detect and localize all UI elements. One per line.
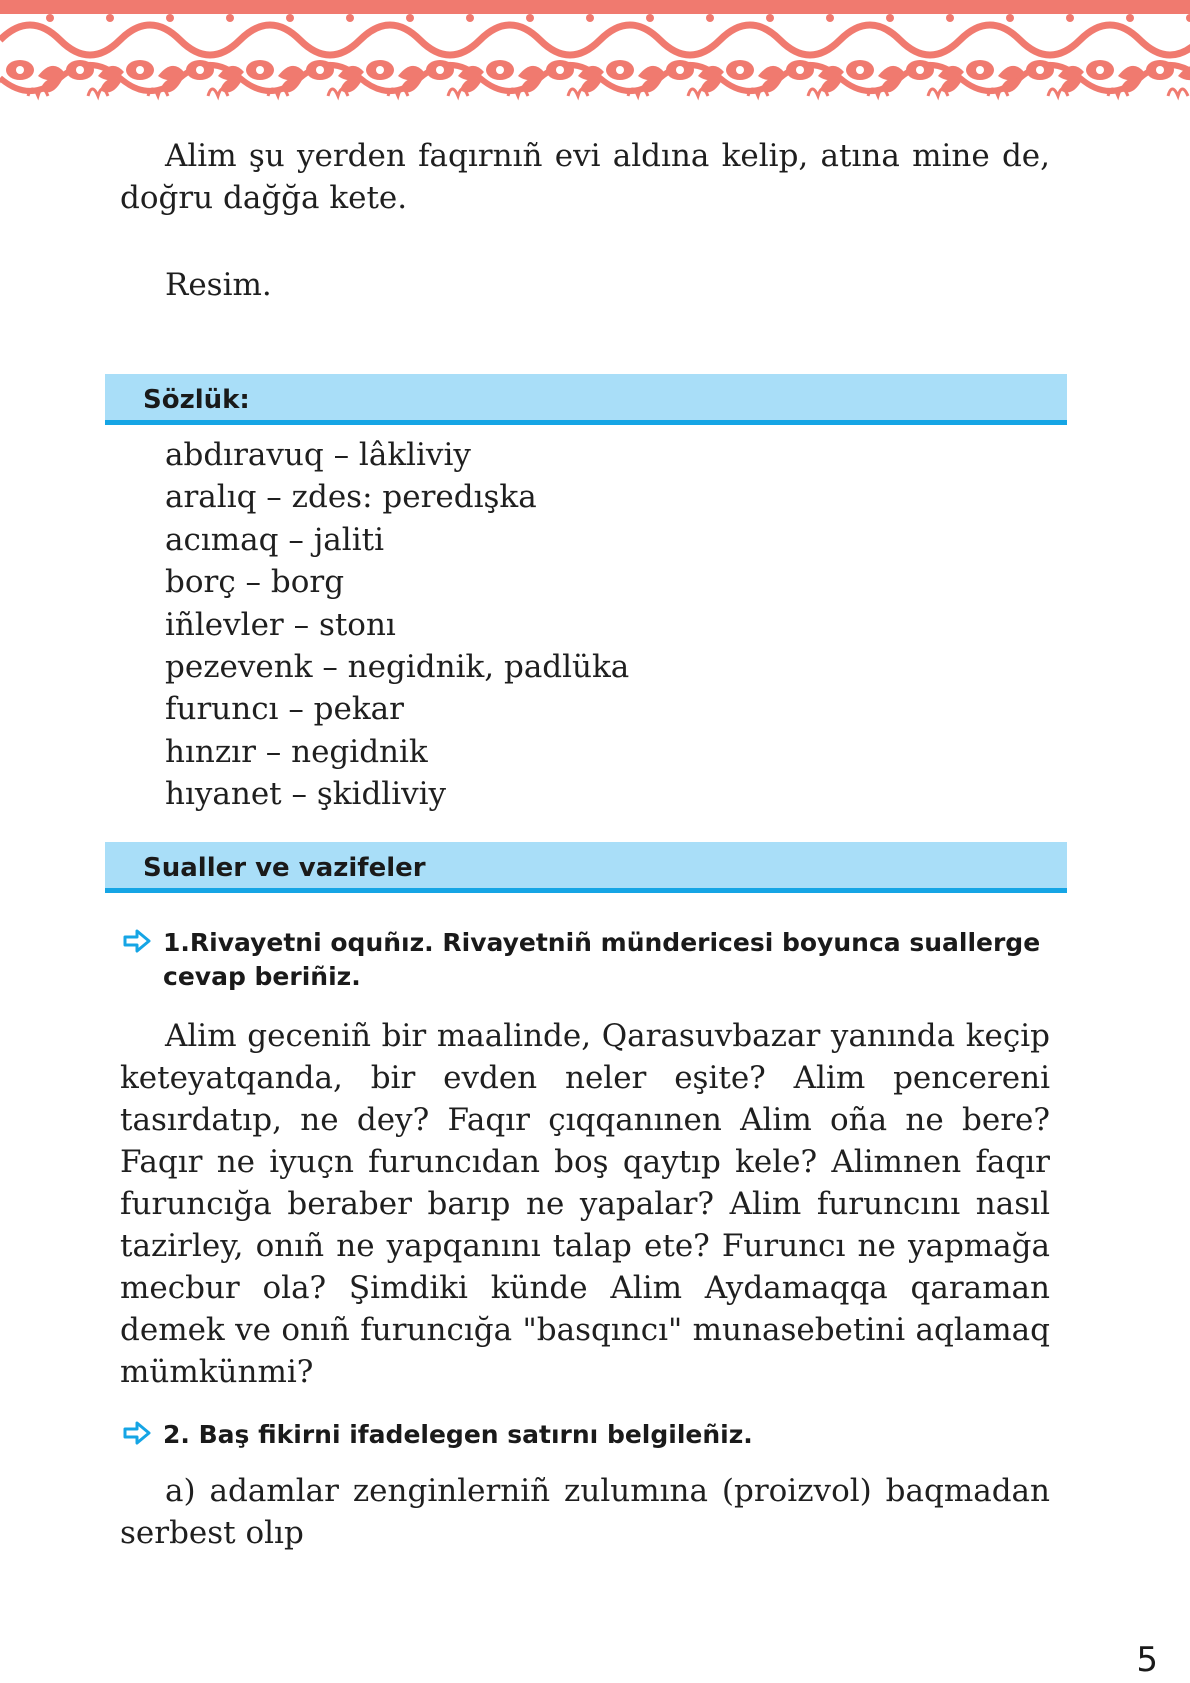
vocabulary-heading: Sözlük: [143,385,250,415]
right-arrow-icon [122,928,152,954]
task-2-option-a: a) adamlar zenginlerniñ zulumına (proizvol) baqmadan serbest olıp [120,1473,1050,1551]
vocabulary-item: abdıravuq – lâkliviy [165,437,471,473]
task-2-label: 2. Baş fikirni ifadelegen satırnı belgileñiz. [163,1420,753,1449]
questions-heading: Sualler ve vazifeler [143,853,426,883]
intro-paragraph: Alim şu yerden faqırnıñ evi aldına kelip, atına mine de, doğru dağğa kete. [120,138,1050,216]
vocabulary-item: hıyanet – şkidliviy [165,776,447,813]
vocabulary-item: furuncı – pekar [165,691,404,728]
vocabulary-item: borç – borg [165,564,345,601]
task-1-label: 1.Rivayetni oquñız. Rivayetniñ mündericesi boyunca suallerge cevap beriñiz. [163,928,1041,991]
task-1-questions-text: Alim geceniñ bir maalinde, Qarasuvbazar yanında keçip keteyatqanda, bir evden neler eşite? Alim pencereni tasırdatıp, ne dey? Faqır çıqqanınen Alim oña ne bere? Faqır ne iyuçn furuncıdan boş qaytıp kele? Alimnen faqır furuncığa beraber barıp ne yapalar? Alim furuncını nasıl tazirley, onıñ ne yapqanını talap ete? Furuncı ne yapmağa mecbur ola? Şimdiki künde Alim Aydamaqqa qaraman demek ve onıñ furuncığa "basqıncı" munasebetini aqlamaq mümkünmi? [120,1018,1050,1390]
vocabulary-item: hınzır – negidnik [165,733,428,770]
vocabulary-list [165,434,629,816]
task-1 [122,926,1052,994]
vocabulary-item: iñlevler – stonı [165,606,396,643]
page-number: 5 [1136,1640,1158,1680]
questions-section-header [105,842,1067,893]
floral-ornament-border [0,0,1190,112]
vocabulary-section-header [105,374,1067,425]
vocabulary-item: acımaq – jaliti [165,521,384,558]
vocabulary-item: pezevenk – negidnik, padlüka [165,649,630,686]
right-arrow-icon [122,1420,152,1446]
image-caption: Resim. [165,267,272,303]
task-2 [122,1418,1052,1452]
vocabulary-item: aralıq – zdes: peredışka [165,479,537,516]
